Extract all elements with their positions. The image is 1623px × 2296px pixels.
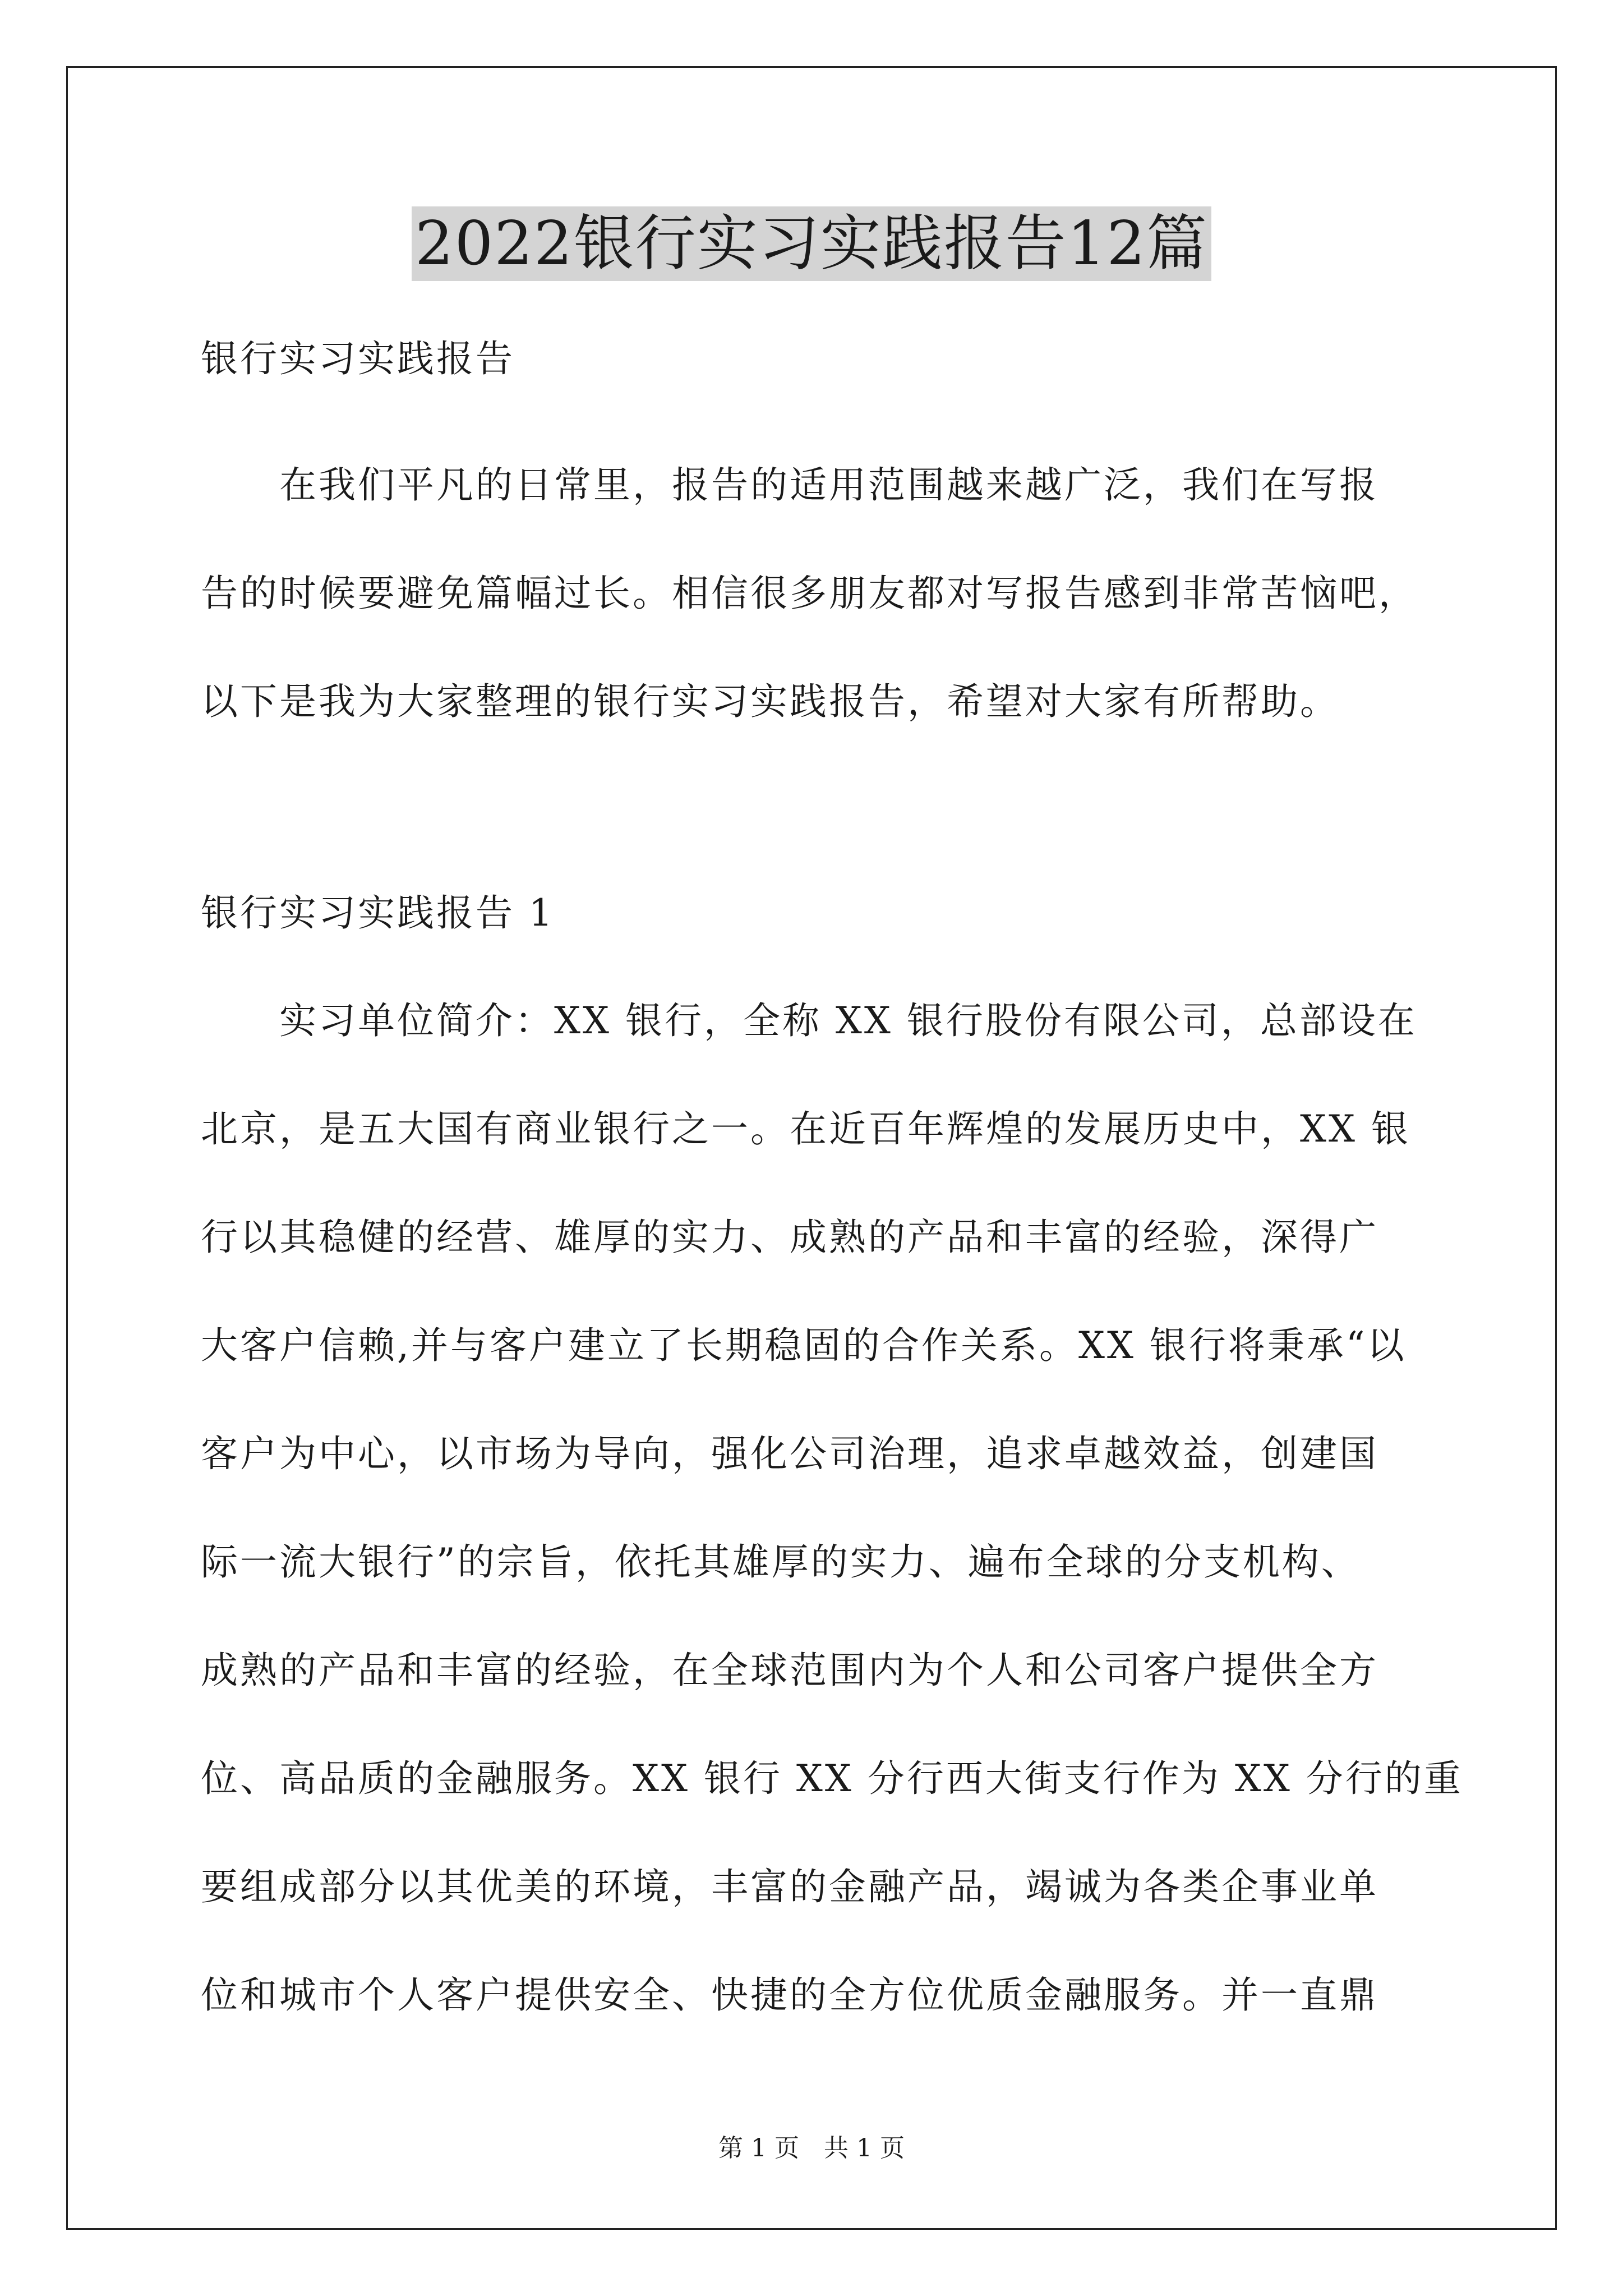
paragraph-line: 实习单位简介：XX 银行，全称 XX 银行股份有限公司，总部设在: [201, 999, 1417, 1042]
paragraph-line: 位和城市个人客户提供安全、快捷的全方位优质金融服务。并一直鼎: [201, 1973, 1378, 2017]
paragraph-line: 以下是我为大家整理的银行实习实践报告，希望对大家有所帮助。: [201, 680, 1339, 723]
paragraph-line: 告的时候要避免篇幅过长。相信很多朋友都对写报告感到非常苦恼吧，: [201, 572, 1418, 615]
paragraph-line: 位、高品质的金融服务。XX 银行 XX 分行西大街支行作为 XX 分行的重: [201, 1757, 1463, 1800]
paragraph-line: 客户为中心，以市场为导向，强化公司治理，追求卓越效益，创建国: [201, 1432, 1378, 1475]
section-heading: 银行实习实践报告: [201, 337, 515, 380]
paragraph-line: 北京，是五大国有商业银行之一。在近百年辉煌的发展历史中，XX 银: [201, 1107, 1410, 1151]
document-title: [0, 202, 1623, 286]
paragraph-line: 大客户信赖,并与客户建立了长期稳固的合作关系。XX 银行将秉承“以: [201, 1324, 1407, 1367]
paragraph-line: 际一流大银行”的宗旨，依托其雄厚的实力、遍布全球的分支机构、: [201, 1540, 1361, 1584]
paragraph-line: 要组成部分以其优美的环境，丰富的金融产品，竭诚为各类企事业单: [201, 1865, 1378, 1908]
paragraph-line: 行以其稳健的经营、雄厚的实力、成熟的产品和丰富的经验，深得广: [201, 1216, 1378, 1259]
paragraph-line: 成熟的产品和丰富的经验，在全球范围内为个人和公司客户提供全方: [201, 1649, 1378, 1692]
page-footer: 第 1 页 共 1 页: [718, 2134, 905, 2162]
document-title-text: 2022银行实习实践报告12篇: [412, 206, 1211, 281]
section-heading: 银行实习实践报告 1: [201, 891, 555, 935]
paragraph-line: 在我们平凡的日常里，报告的适用范围越来越广泛，我们在写报: [201, 463, 1378, 507]
